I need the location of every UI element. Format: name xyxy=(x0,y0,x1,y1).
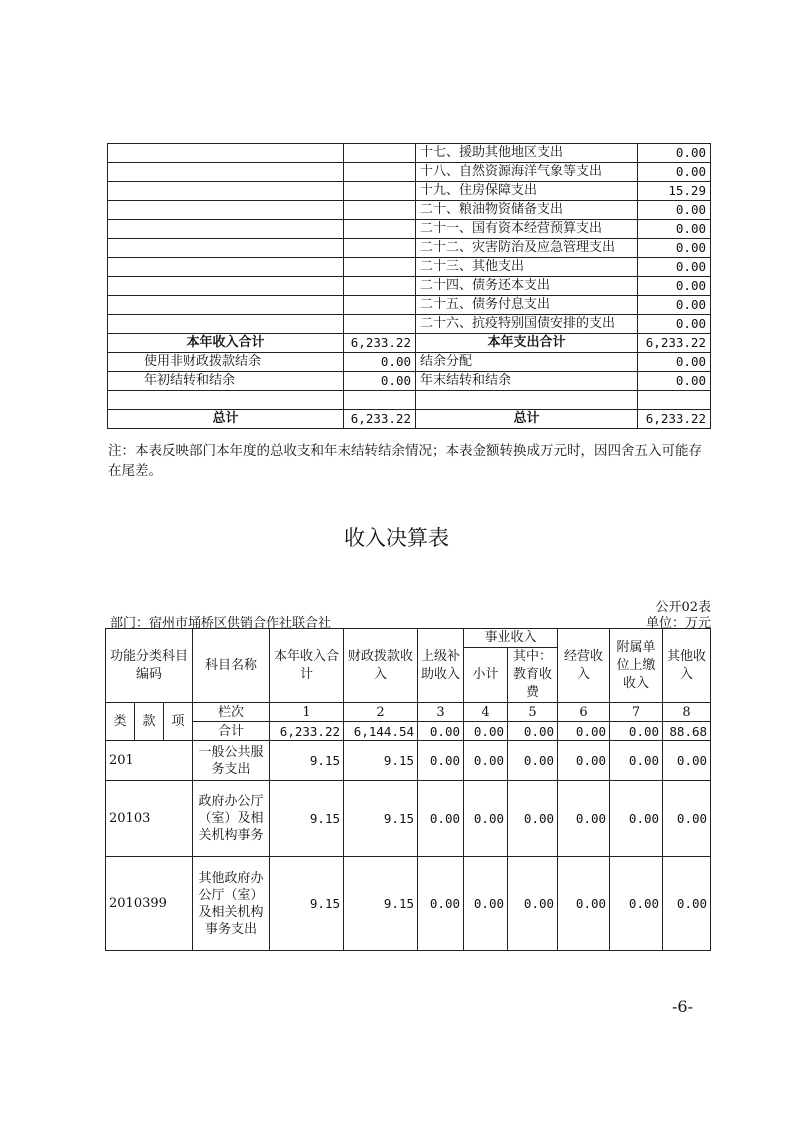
expense-item-value: 0.00 xyxy=(638,201,711,220)
expense-item-value: 0.00 xyxy=(638,220,711,239)
begin-carryover-value: 0.00 xyxy=(344,372,416,391)
expense-item-label: 二十六、抗疫特别国债安排的支出 xyxy=(416,315,638,334)
table-row xyxy=(108,353,711,372)
expense-item-label: 二十二、灾害防治及应急管理支出 xyxy=(416,239,638,258)
table-row xyxy=(108,372,711,391)
fiscal-header: 财政拨款收入 xyxy=(344,629,418,703)
cell-value: 0.00 xyxy=(508,781,558,857)
total-label: 合计 xyxy=(193,722,270,741)
grand-total-right-value: 6,233.22 xyxy=(638,410,711,429)
table-row xyxy=(106,781,711,857)
expense-item-value: 0.00 xyxy=(638,239,711,258)
nonfiscal-surplus-value: 0.00 xyxy=(344,353,416,372)
cell-value: 0.00 xyxy=(464,857,508,951)
begin-carryover-label: 年初结转和结余 xyxy=(108,372,344,391)
unit-label: 单位：万元 xyxy=(645,616,711,631)
table-row xyxy=(106,741,711,781)
table-row xyxy=(106,857,711,951)
col-num: 1 xyxy=(270,703,344,722)
income-final-accounts-table xyxy=(105,628,711,951)
income-expense-summary-table xyxy=(107,143,711,429)
expense-item-label: 二十三、其他支出 xyxy=(416,258,638,277)
total-value: 0.00 xyxy=(508,722,558,741)
kuan-header: 款 xyxy=(135,703,164,741)
expense-item-value: 0.00 xyxy=(638,144,711,163)
department-label: 部门：宿州市埇桥区供销合作社联合社 xyxy=(110,616,332,631)
xiang-header: 项 xyxy=(164,703,193,741)
business-income-header: 事业收入 xyxy=(464,629,558,648)
subject-name: 政府办公厅（室）及相关机构事务 xyxy=(193,781,270,857)
total-value: 6,233.22 xyxy=(270,722,344,741)
cell-value: 9.15 xyxy=(270,857,344,951)
col-num: 6 xyxy=(558,703,610,722)
annual-total-row xyxy=(108,334,711,353)
annual-total-header: 本年收入合计 xyxy=(270,629,344,703)
cell-value: 0.00 xyxy=(464,741,508,781)
nonfiscal-surplus-label: 使用非财政拨款结余 xyxy=(108,353,344,372)
expense-item-label: 十八、自然资源海洋气象等支出 xyxy=(416,163,638,182)
cell-value: 0.00 xyxy=(418,857,464,951)
attached-unit-header: 附属单位上缴收入 xyxy=(610,629,663,703)
subject-name: 一般公共服务支出 xyxy=(193,741,270,781)
end-carryover-label: 年末结转和结余 xyxy=(416,372,638,391)
func-code: 201 xyxy=(106,741,193,781)
form-number: 公开02表 xyxy=(655,600,711,615)
total-value: 6,144.54 xyxy=(344,722,418,741)
cell-value: 0.00 xyxy=(663,857,711,951)
col-num: 8 xyxy=(663,703,711,722)
expense-item-value: 0.00 xyxy=(638,296,711,315)
subject-name-header: 科目名称 xyxy=(193,629,270,703)
total-value: 0.00 xyxy=(558,722,610,741)
page-title: 收入决算表 xyxy=(344,526,449,550)
table-row xyxy=(108,220,711,239)
page-number: -6- xyxy=(672,997,693,1016)
table-row xyxy=(108,239,711,258)
table-row xyxy=(108,144,711,163)
expense-item-label: 二十四、债务还本支出 xyxy=(416,277,638,296)
subtotal-header: 小计 xyxy=(464,648,508,703)
expense-item-label: 十七、援助其他地区支出 xyxy=(416,144,638,163)
cell-value: 0.00 xyxy=(610,781,663,857)
cell-value: 0.00 xyxy=(663,741,711,781)
table-row xyxy=(108,315,711,334)
income-total-label: 本年收入合计 xyxy=(108,334,344,353)
cell-value: 0.00 xyxy=(558,741,610,781)
table-row xyxy=(108,258,711,277)
grand-total-left-value: 6,233.22 xyxy=(344,410,416,429)
expense-item-value: 0.00 xyxy=(638,258,711,277)
header-row xyxy=(106,629,711,648)
end-carryover-value: 0.00 xyxy=(638,372,711,391)
func-code-header: 功能分类科目编码 xyxy=(106,629,193,703)
grand-total-row xyxy=(108,410,711,429)
table-row xyxy=(108,277,711,296)
expense-item-value: 15.29 xyxy=(638,182,711,201)
subject-name: 其他政府办公厅（室）及相关机构事务支出 xyxy=(193,857,270,951)
expense-item-label: 二十五、债务付息支出 xyxy=(416,296,638,315)
lanci-label: 栏次 xyxy=(193,703,270,722)
expense-item-label: 二十一、国有资本经营预算支出 xyxy=(416,220,638,239)
cell-value: 0.00 xyxy=(508,857,558,951)
expense-item-value: 0.00 xyxy=(638,315,711,334)
cell-value: 0.00 xyxy=(508,741,558,781)
cell-value: 9.15 xyxy=(344,781,418,857)
col-num: 3 xyxy=(418,703,464,722)
edu-fee-header: 其中：教育收费 xyxy=(508,648,558,703)
cell-value: 0.00 xyxy=(610,857,663,951)
upper-subsidy-header: 上级补助收入 xyxy=(418,629,464,703)
col-num: 7 xyxy=(610,703,663,722)
lei-header: 类 xyxy=(106,703,135,741)
total-row xyxy=(106,722,711,741)
cell-value: 0.00 xyxy=(610,741,663,781)
expense-total-value: 6,233.22 xyxy=(638,334,711,353)
total-value: 0.00 xyxy=(610,722,663,741)
func-code: 20103 xyxy=(106,781,193,857)
column-index-row xyxy=(106,703,711,722)
col-num: 4 xyxy=(464,703,508,722)
other-income-header: 其他收入 xyxy=(663,629,711,703)
expense-item-label: 二十、粮油物资储备支出 xyxy=(416,201,638,220)
cell-value: 9.15 xyxy=(344,741,418,781)
cell-value: 9.15 xyxy=(270,741,344,781)
cell-value: 0.00 xyxy=(418,741,464,781)
expense-item-value: 0.00 xyxy=(638,277,711,296)
cell-value: 0.00 xyxy=(464,781,508,857)
cell-value: 0.00 xyxy=(558,781,610,857)
table-row xyxy=(108,163,711,182)
cell-value: 9.15 xyxy=(270,781,344,857)
surplus-distribution-value: 0.00 xyxy=(638,353,711,372)
total-value: 88.68 xyxy=(663,722,711,741)
func-code: 2010399 xyxy=(106,857,193,951)
total-value: 0.00 xyxy=(418,722,464,741)
col-num: 5 xyxy=(508,703,558,722)
total-value: 0.00 xyxy=(464,722,508,741)
cell-value: 0.00 xyxy=(663,781,711,857)
surplus-distribution-label: 结余分配 xyxy=(416,353,638,372)
expense-total-label: 本年支出合计 xyxy=(416,334,638,353)
expense-item-value: 0.00 xyxy=(638,163,711,182)
operating-income-header: 经营收入 xyxy=(558,629,610,703)
table-row xyxy=(108,201,711,220)
table-note: 注：本表反映部门本年度的总收支和年末结转结余情况；本表金额转换成万元时，因四舍五入可能存在尾差。 xyxy=(108,443,702,479)
col-num: 2 xyxy=(344,703,418,722)
cell-value: 0.00 xyxy=(418,781,464,857)
grand-total-label-right: 总计 xyxy=(416,410,638,429)
table-row xyxy=(108,182,711,201)
grand-total-label-left: 总计 xyxy=(108,410,344,429)
income-total-value: 6,233.22 xyxy=(344,334,416,353)
expense-item-label: 十九、住房保障支出 xyxy=(416,182,638,201)
cell-value: 9.15 xyxy=(344,857,418,951)
cell-value: 0.00 xyxy=(558,857,610,951)
table-row xyxy=(108,391,711,410)
table-row xyxy=(108,296,711,315)
